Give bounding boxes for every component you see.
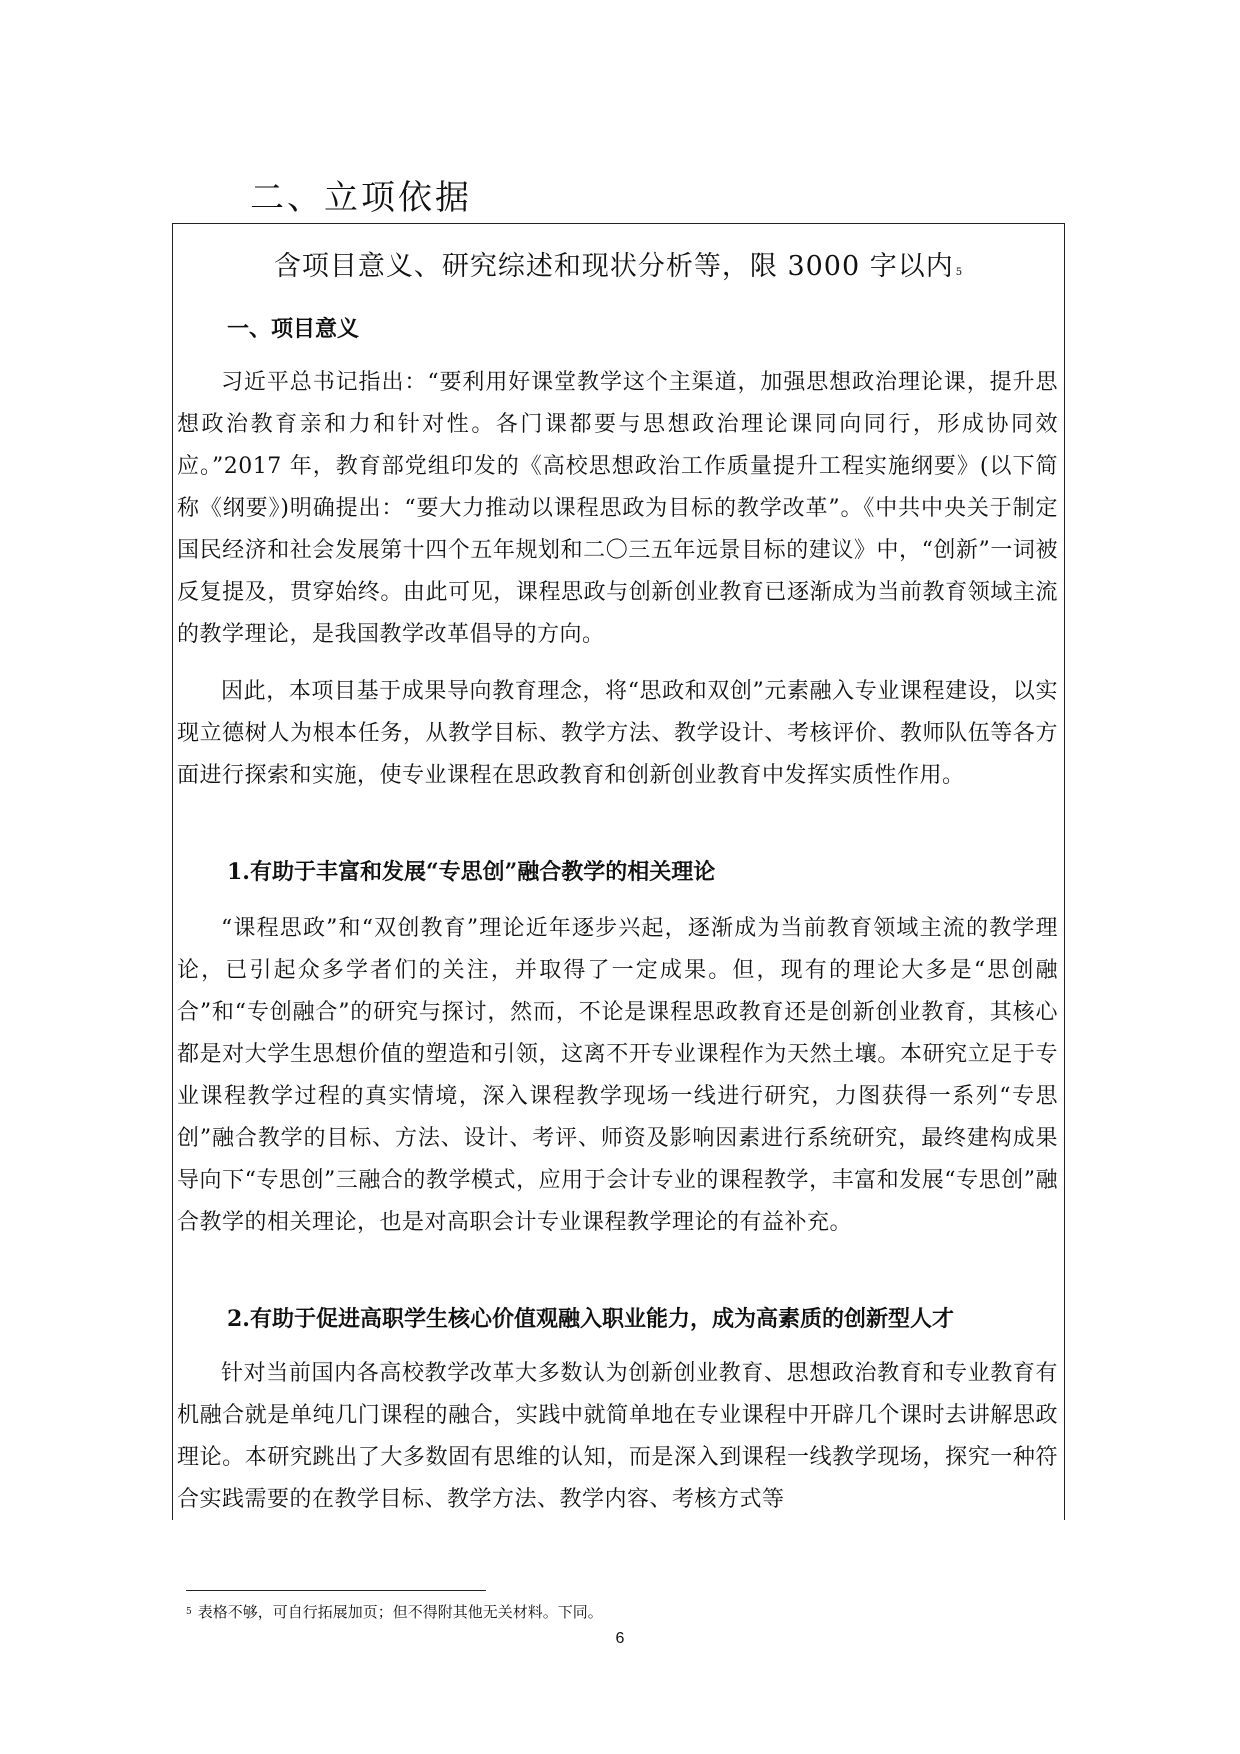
footnote-ref: 5 xyxy=(955,267,964,278)
heading-point-2: 2.有助于促进高职学生核心价值观融入职业能力，成为高素质的创新型人才 xyxy=(227,1306,954,1332)
section-title: 二、立项依据 xyxy=(250,178,472,218)
content-box xyxy=(172,223,1065,1520)
footnote xyxy=(186,1601,603,1623)
paragraph-4: 针对当前国内各高校教学改革大多数认为创新创业教育、思想政治教育和专业教育有机融合就是单纯几门课程的融合，实践中就简单地在专业课程中开辟几个课时去讲解思政理论。本研究跳出了大多数固有思维的认知，而是深入到课程一线教学现场，探究一种符合实践需要的在教学目标、教学方法、教学内容、考核方式等 xyxy=(177,1361,1058,1512)
footnote-text: 表格不够，可自行拓展加页；但不得附其他无关材料。下同。 xyxy=(197,1603,603,1621)
paragraph-3: “课程思政”和“双创教育”理论近年逐步兴起，逐渐成为当前教育领域主流的教学理论，已引起众多学者们的关注，并取得了一定成果。但，现有的理论大多是“思创融合”和“专创融合”的研究与探讨，然而，不论是课程思政教育还是创新创业教育，其核心都是对大学生思想价值的塑造和引领，这离不开专业课程作为天然土壤。本研究立足于专业课程教学过程的真实情境，深入课程教学现场一线进行研究，力图获得一系列“专思创”融合教学的目标、方法、设计、考评、师资及影响因素进行系统研究，最终建构成果导向下“专思创”三融合的教学模式，应用于会计专业的课程教学，丰富和发展“专思创”融合教学的相关理论，也是对高职会计专业课程教学理论的有益补充。 xyxy=(177,916,1058,1235)
paragraph-2: 因此，本项目基于成果导向教育理念，将“思政和双创”元素融入专业课程建设，以实现立德树人为根本任务，从教学目标、教学方法、教学设计、考核评价、教师队伍等各方面进行探索和实施，使专业课程在思政教育和创新创业教育中发挥实质性作用。 xyxy=(177,679,1058,788)
heading-point-1: 1.有助于丰富和发展“专思创”融合教学的相关理论 xyxy=(227,859,716,885)
footnote-marker: 5 xyxy=(186,1607,192,1617)
box-title xyxy=(173,247,1064,287)
page-number: 6 xyxy=(615,1630,625,1647)
footnote-divider xyxy=(186,1590,486,1591)
paragraph-1: 习近平总书记指出：“要利用好课堂教学这个主渠道，加强思想政治理论课，提升思想政治教育亲和力和针对性。各门课都要与思想政治理论课同向同行，形成协同效应。”2017 年，教育部党组印发的《高校思想政治工作质量提升工程实施纲要》(以下简称《纲要》)明确提出：“要大力推动以课程思政为目标的教学改革”。《中共中央关于制定国民经济和社会发展第十四个五年规划和二〇三五年远景目标的建议》中，“创新”一词被反复提及，贯穿始终。由此可见，课程思政与创新创业教育已逐渐成为当前教育领域主流的教学理论，是我国教学改革倡导的方向。 xyxy=(177,370,1058,647)
heading-project-significance: 一、项目意义 xyxy=(227,316,360,342)
box-title-text: 含项目意义、研究综述和现状分析等，限 3000 字以内 xyxy=(273,251,954,282)
